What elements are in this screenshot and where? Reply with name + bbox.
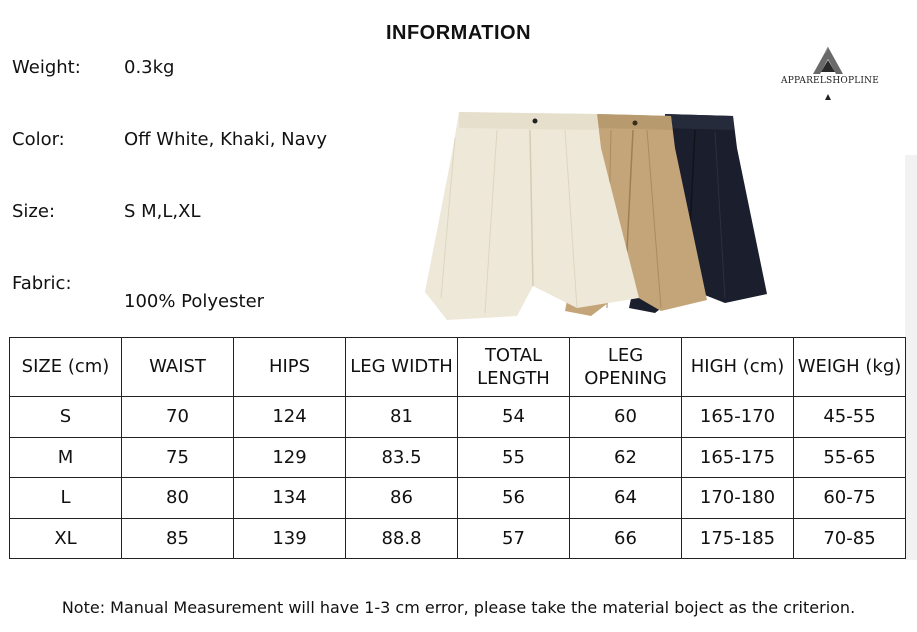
brand-logo-text: APPARELSHOPLINE: [781, 76, 880, 86]
table-row: [10, 518, 906, 559]
table-cell: 57: [458, 518, 570, 559]
table-cell: 55: [458, 437, 570, 478]
table-cell: 124: [234, 397, 346, 438]
table-cell: 64: [570, 478, 682, 519]
brand-mark-icon: [781, 42, 880, 104]
header-waist: WAIST: [122, 338, 234, 397]
table-cell: 70-85: [794, 518, 906, 559]
product-image: [425, 108, 775, 320]
header-weigh: WEIGH (kg): [794, 338, 906, 397]
table-cell: L: [10, 478, 122, 519]
table-cell: 81: [346, 397, 458, 438]
header-total-length: TOTAL LENGTH: [458, 338, 570, 397]
table-cell: 88.8: [346, 518, 458, 559]
table-cell: 80: [122, 478, 234, 519]
table-cell: 62: [570, 437, 682, 478]
table-cell: 175-185: [682, 518, 794, 559]
table-cell: 60: [570, 397, 682, 438]
color-label: Color:: [12, 129, 65, 150]
table-cell: 66: [570, 518, 682, 559]
size-value: S M,L,XL: [124, 201, 201, 222]
table-cell: 85: [122, 518, 234, 559]
table-row: [10, 397, 906, 438]
table-row: [10, 478, 906, 519]
weight-label: Weight:: [12, 57, 81, 78]
table-cell: 165-170: [682, 397, 794, 438]
header-hips: HIPS: [234, 338, 346, 397]
table-cell: 83.5: [346, 437, 458, 478]
weight-value: 0.3kg: [124, 57, 175, 78]
table-cell: M: [10, 437, 122, 478]
size-chart-table: [9, 337, 906, 559]
table-cell: 86: [346, 478, 458, 519]
page-title: INFORMATION: [385, 22, 532, 44]
table-cell: 75: [122, 437, 234, 478]
header-leg-opening: LEG OPENING: [570, 338, 682, 397]
table-cell: S: [10, 397, 122, 438]
table-cell: 134: [234, 478, 346, 519]
table-cell: 56: [458, 478, 570, 519]
table-cell: 55-65: [794, 437, 906, 478]
table-cell: 60-75: [794, 478, 906, 519]
header-size: SIZE (cm): [10, 338, 122, 397]
table-cell: 129: [234, 437, 346, 478]
measurement-note: Note: Manual Measurement will have 1-3 cm error, please take the material boject as the criterion.: [61, 598, 856, 617]
table-cell: 139: [234, 518, 346, 559]
size-label: Size:: [12, 201, 56, 222]
brand-logo: [781, 42, 880, 104]
header-leg-width: LEG WIDTH: [346, 338, 458, 397]
table-cell: 54: [458, 397, 570, 438]
table-header-row: [10, 338, 906, 397]
color-value: Off White, Khaki, Navy: [124, 129, 327, 150]
fabric-value: 100% Polyester: [124, 291, 265, 312]
table-cell: 70: [122, 397, 234, 438]
table-cell: 45-55: [794, 397, 906, 438]
table-row: [10, 437, 906, 478]
header-high: HIGH (cm): [682, 338, 794, 397]
table-cell: 170-180: [682, 478, 794, 519]
fabric-label: Fabric:: [12, 273, 72, 294]
side-panel: [905, 155, 917, 560]
table-cell: 165-175: [682, 437, 794, 478]
table-cell: XL: [10, 518, 122, 559]
